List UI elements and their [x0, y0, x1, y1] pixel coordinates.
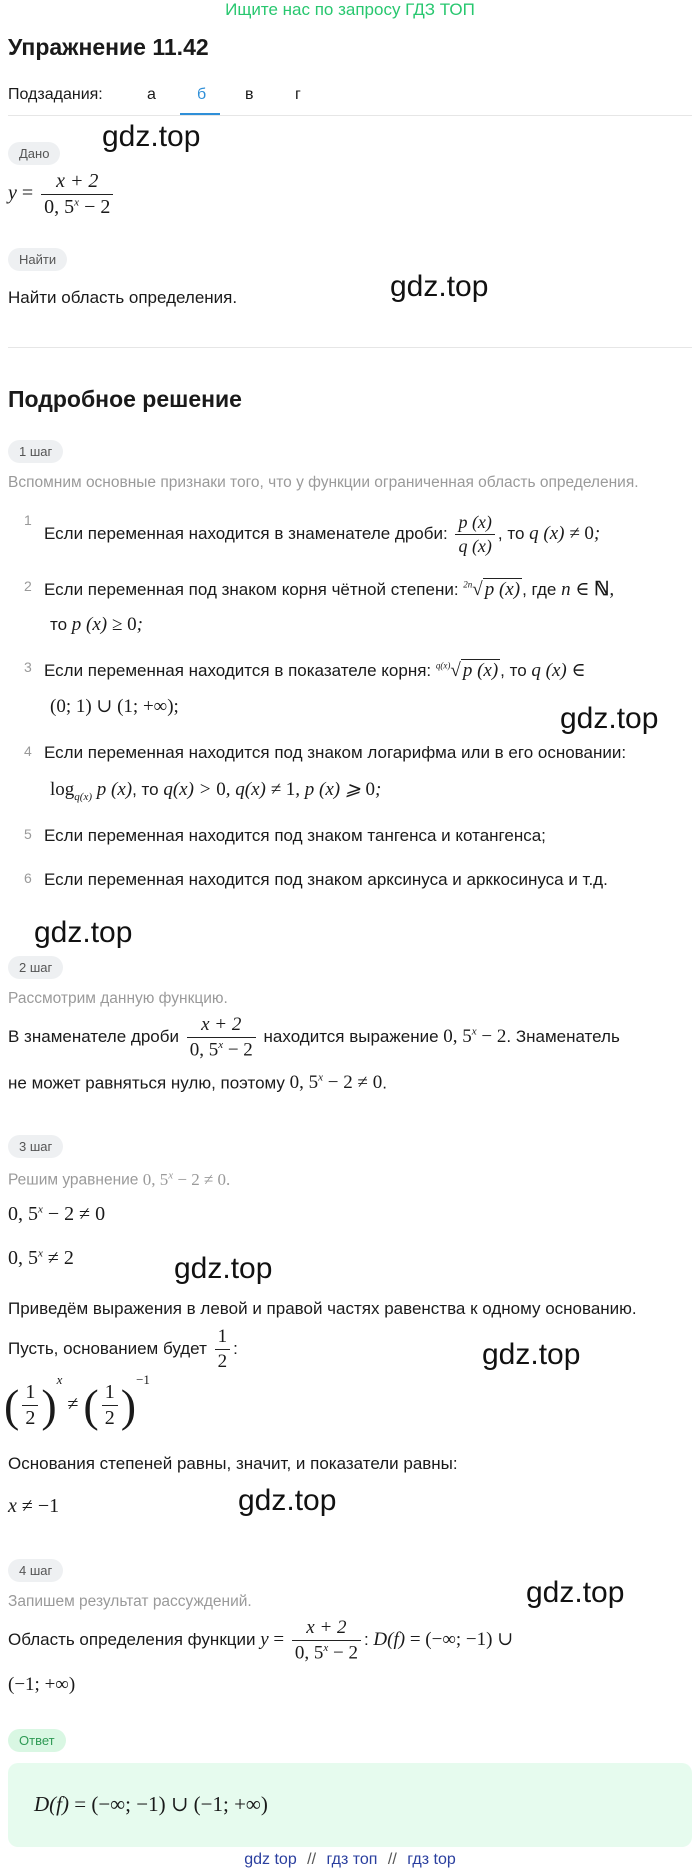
step3-text: Пусть, основанием будет $\frac{1}{2}$ : — [8, 1326, 238, 1372]
subtask-tab-v[interactable]: в — [245, 86, 254, 103]
subtask-tab-g[interactable]: г — [295, 86, 301, 103]
step2-text: В знаменателе дроби $\frac{x + 2}{0, 5^x - 2}$ находится выражение 0, 5$^x$ − 2. Знаменатель — [8, 1014, 620, 1061]
equation-line: 0, 5$^x$ − 2 ≠ 0 — [8, 1203, 106, 1225]
section-divider — [8, 347, 692, 348]
top-banner[interactable]: Ищите нас по запросу ГДЗ ТОП — [225, 0, 475, 19]
footer-links — [0, 1851, 700, 1869]
watermark: gdz.top — [560, 702, 659, 735]
watermark: gdz.top — [390, 270, 489, 303]
step2-intro: Рассмотрим данную функцию. — [8, 990, 228, 1007]
equation-line: 0, 5$^x$ ≠ 2 — [8, 1247, 74, 1269]
footer-link[interactable]: гдз top — [407, 1851, 456, 1868]
list-item: 4 Если переменная находится под знаком логарифма или в его основании: — [24, 743, 627, 762]
step3-text: Основания степеней равны, значит, и показатели равны: — [8, 1454, 458, 1473]
list-item: 6 Если переменная находится под знаком арксинуса и арккосинуса и т.д. — [24, 870, 608, 889]
find-badge: Найти — [8, 248, 67, 271]
watermark: gdz.top — [174, 1252, 273, 1285]
footer-separator: // — [307, 1851, 317, 1868]
list-item-continuation: то p (x) ≥ 0; — [50, 614, 143, 635]
subtask-tab-b[interactable]: б — [197, 86, 207, 103]
find-text: Найти область определения. — [8, 288, 238, 307]
footer-separator: // — [387, 1851, 397, 1868]
answer-formula: D(f) = (−∞; −1) ∪ (−1; +∞) — [34, 1792, 268, 1816]
step4-text-continuation: (−1; +∞) — [8, 1674, 76, 1695]
watermark: gdz.top — [238, 1484, 337, 1517]
footer-link[interactable]: gdz top — [244, 1851, 297, 1868]
watermark: gdz.top — [482, 1338, 581, 1371]
list-item-continuation: $\log_{q(x)} p$ (x), то q(x) > 0, q(x) ≠ 1, p (x) ⩾ 0; — [50, 779, 382, 803]
list-item: 5 Если переменная находится под знаком тангенса и котангенса; — [24, 826, 546, 845]
step2-text-continuation: не может равняться нулю, поэтому 0, 5$^x$ − 2 ≠ 0. — [8, 1072, 387, 1094]
equation-line: x ≠ −1 — [8, 1495, 60, 1517]
step2-badge: 2 шаг — [8, 956, 63, 979]
step3-intro: Решим уравнение 0, 5$^x$ − 2 ≠ 0. — [8, 1169, 231, 1189]
step4-intro: Запишем результат рассуждений. — [8, 1593, 252, 1610]
solution-title: Подробное решение — [8, 386, 242, 412]
answer-badge: Ответ — [8, 1729, 66, 1752]
watermark: gdz.top — [526, 1576, 625, 1609]
step3-badge: 3 шаг — [8, 1135, 63, 1158]
step1-badge: 1 шаг — [8, 440, 63, 463]
list-item: 2 Если переменная под знаком корня чётной степени: $^{2n}$√ p (x) , где n ∈ ℕ, — [24, 578, 615, 600]
watermark: gdz.top — [34, 916, 133, 949]
step1-intro: Вспомним основные признаки того, что у функции ограниченная область определения. — [8, 474, 639, 491]
given-badge: Дано — [8, 142, 60, 165]
equation-line: ( $\frac{1}{2}$ )$^x$ ≠ ( $\frac{1}{2}$ )$^{-1}$ — [4, 1372, 150, 1431]
footer-link[interactable]: гдз топ — [326, 1851, 378, 1868]
step4-badge: 4 шаг — [8, 1559, 63, 1582]
step3-text: Приведём выражения в левой и правой частях равенства к одному основанию. — [8, 1299, 637, 1318]
watermark: gdz.top — [102, 120, 201, 153]
list-item-continuation: (0; 1) ∪ (1; +∞); — [50, 696, 179, 717]
given-formula: y = $\frac{x + 2}{0, 5^x - 2}$ — [8, 170, 116, 219]
list-item: 1 Если переменная находится в знаменателе дроби: $\frac{p (x)}{q (x)}$ , то q (x) ≠ 0; — [24, 512, 601, 556]
step4-text: Область определения функции y = $\frac{x + 2}{0, 5^x - 2}$ : D(f) = (−∞; −1) ∪ — [8, 1617, 514, 1664]
tabs-divider — [8, 115, 692, 116]
exercise-title: Упражнение 11.42 — [8, 34, 209, 60]
subtask-tab-a[interactable]: а — [147, 86, 156, 103]
list-item: 3 Если переменная находится в показателе корня: $^{q(x)}$√ p (x) , то q (x) ∈ — [24, 659, 586, 681]
subtasks-label: Подзадания: — [8, 86, 103, 103]
